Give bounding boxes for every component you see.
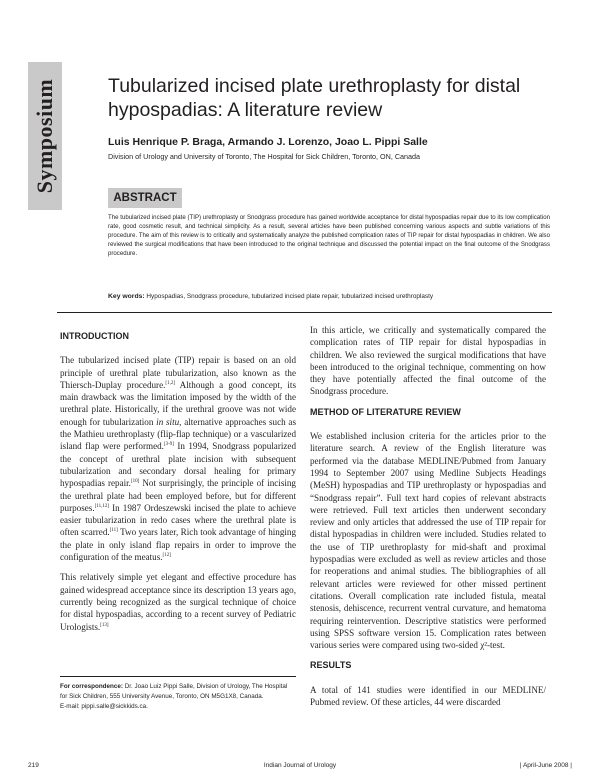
article-title: Tubularized incised plate urethroplasty for distal hypospadias: A literature review	[108, 75, 521, 121]
methods-paragraph: We established inclusion criteria for the articles prior to the literature search. A review of the English literature was performed via the database MEDLINE/Pubmed from January 1994 to September 2007 using Medline Subjects Headings (MeSH) hypospadias and TIP urethroplasty or hypospadias and “Snodgrass repair”. Full text hard copies of relevant abstracts were retrieved. Full text articles then underwent secondary review and only articles that addressed the use of TIP repair for distal hypospadias in children were included. Studies related to the use of TIP urethroplasty for mid-shaft and proximal hypospadias were excluded as well as review articles and those for reoperations and animal studies. The bibliographies of all relevant articles were reviewed for other missed pertinent citations. Overall complication rate included fistula, meatal stenosis, dehiscence, recurrent ventral curvature, and hematoma requiring reintervention. Descriptive statistics were performed using SPSS software version 15. Complication rates between various series were compared using two-sided χ²-test.	[310, 431, 546, 651]
introduction-heading: INTRODUCTION	[60, 331, 129, 341]
citation-ref: [13]	[100, 622, 109, 628]
methods-heading: METHOD OF LITERATURE REVIEW	[310, 406, 461, 417]
authors: Luis Henrique P. Braga, Armando J. Lorenzo, Joao L. Pippi Salle	[108, 136, 428, 148]
page-number: 219	[28, 762, 39, 769]
citation-ref: [11]	[109, 528, 118, 534]
correspondence-label: For correspondence:	[60, 683, 123, 690]
section-tab-label: Symposium	[32, 78, 57, 194]
keywords-label: Key words:	[108, 293, 145, 300]
abstract-text: The tubularized incised plate (TIP) urethroplasty or Snodgrass procedure has gained worldwide acceptance for distal hypospadias repair due to its low complication rate, good cosmetic result, and technical simplicity. As a result, several articles have been published concerning various aspects and subtle variations of this procedure. The aim of this review is to critically and systematically analyze the published complication rates of TIP repair for distal hypospadias in children. We also reviewed the surgical modifications that have been introduced to the original technique and discussed the potential impact on the final outcome of the Snodgrass procedure.	[108, 214, 550, 257]
journal-name: Indian Journal of Urology	[263, 762, 337, 769]
correspondence-text: Dr. Joao Luiz Pippi Salle, Division of Urology, The Hospital for Sick Children, 555 University Avenue, Toronto, ON M5G1X8, Canada.	[60, 683, 288, 700]
affiliation: Division of Urology and University of Toronto, The Hospital for Sick Children, Toronto, ON, Canada	[108, 152, 421, 161]
email-label: E-mail:	[60, 703, 80, 710]
introduction-paragraph-1: The tubularized incised plate (TIP) repair is based on an old principle of urethral plate tubularization, also known as the Thiersch-Duplay procedure.[1,2] Although a good concept, its main drawback was the limitation imposed by the width of the urethral plate. Historically, if the urethral groove was not wide enough for tubularization in situ, alternative approaches such as the Mathieu urethroplasty (flip-flap technique) or a vascularized island flap were performed.[3-9] In 1994, Snodgrass popularized the concept of urethral plate incision with subsequent tubularization and secondary dorsal healing for primary hypospadias repair.[10] Not surprisingly, the principle of incising the urethral plate had been employed before, but for different purposes.[11,12] In 1987 Ordeszewski incised the plate to achieve easier tubularization in redo cases where the urethral plate is often scarred.[11] Two years later, Rich took advantage of hinging the plate in only island flap repairs in order to improve the configuration of the meatus.[12]	[60, 355, 297, 563]
citation-ref: [10]	[130, 479, 140, 485]
keywords	[108, 293, 568, 300]
section-divider	[57, 312, 552, 313]
citation-ref: [11,12]	[94, 503, 110, 509]
results-heading: RESULTS	[310, 660, 352, 671]
issue-date: | April-June 2008 |	[519, 762, 572, 769]
left-column	[60, 324, 296, 641]
keywords-text: Hypospadias, Snodgrass procedure, tubularized incised plate repair, tubularized incised urethroplasty	[146, 293, 434, 300]
introduction-paragraph-3: In this article, we critically and systematically compared the complication rates of TIP repair for distal hypospadias in children. We also reviewed the surgical modifications that have been introduced to the original technique, commenting on how they have potentially affected the final outcome of the Snodgrass procedure.	[310, 325, 546, 397]
section-tab	[28, 62, 62, 210]
correspondence-note	[60, 676, 296, 712]
introduction-paragraph-2: This relatively simple yet elegant and effective procedure has gained widespread acceptance since its description 13 years ago, currently being recognized as the surgical technique of choice for distal hypospadias, according to a recent survey of Pediatric Urologists.[13]	[60, 572, 296, 632]
abstract-heading: ABSTRACT	[108, 188, 182, 208]
citation-ref: [1,2]	[165, 380, 175, 386]
citation-ref: [3-9]	[163, 442, 174, 448]
results-paragraph: A total of 141 studies were identified in our MEDLINE/ Pubmed review. Of these articles, 44 were discarded	[310, 684, 546, 708]
citation-ref: [12]	[162, 553, 171, 559]
email-address[interactable]: pippi.salle@sickkids.ca.	[81, 703, 148, 710]
right-column	[310, 324, 546, 716]
